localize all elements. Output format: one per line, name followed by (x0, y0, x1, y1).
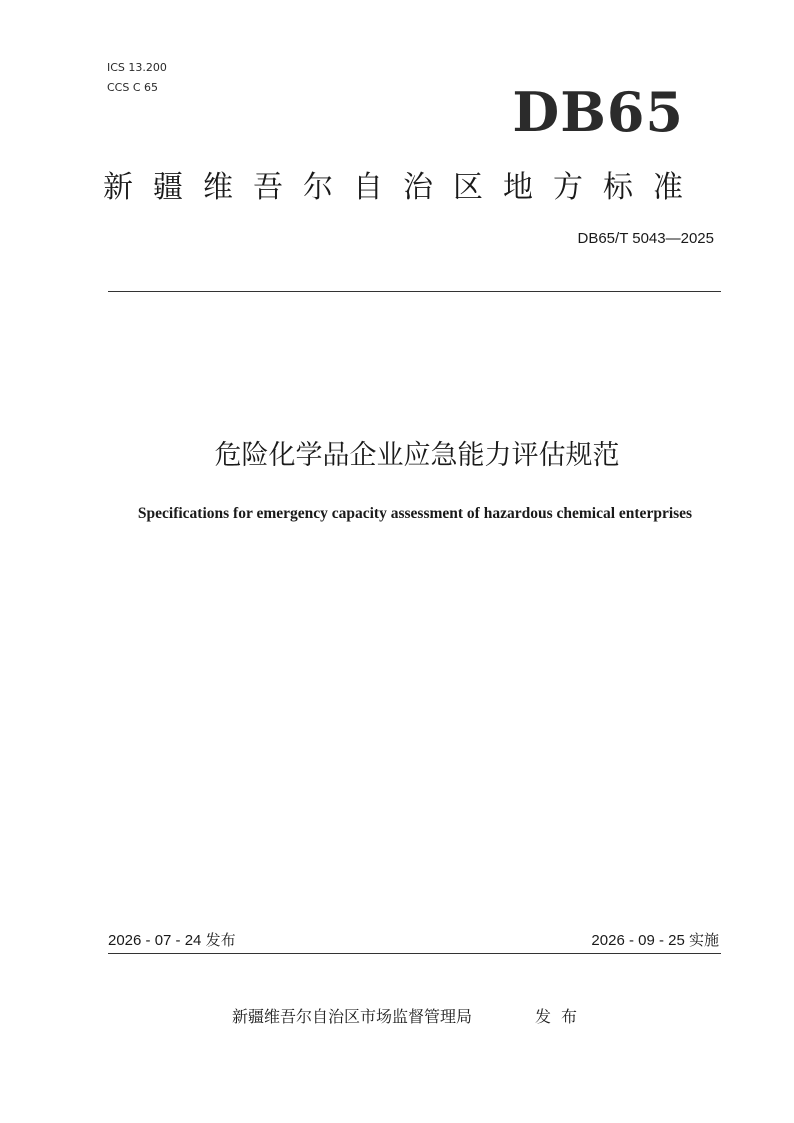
document-title-chinese: 危险化学品企业应急能力评估规范 (214, 440, 620, 471)
publish-label: 发布 (535, 1007, 588, 1026)
standard-type-heading: 新疆维吾尔自治区地方标准 (103, 170, 703, 205)
standard-number: DB65/T 5043—2025 (577, 230, 714, 247)
bottom-divider (108, 953, 721, 954)
top-divider (108, 291, 721, 292)
issuing-authority: 新疆维吾尔自治区市场监督管理局 (232, 1007, 473, 1026)
document-title-english: Specifications for emergency capacity assessment of hazardous chemical enterprises (137, 505, 693, 522)
implementation-date: 2026 - 09 - 25 实施 (591, 932, 719, 949)
ics-code: ICS 13.200 (107, 61, 167, 74)
classification-codes (107, 58, 167, 98)
db65-logo: DB65 (512, 80, 684, 144)
ccs-code: CCS C 65 (107, 81, 159, 94)
issue-date: 2026 - 07 - 24 发布 (108, 932, 236, 949)
